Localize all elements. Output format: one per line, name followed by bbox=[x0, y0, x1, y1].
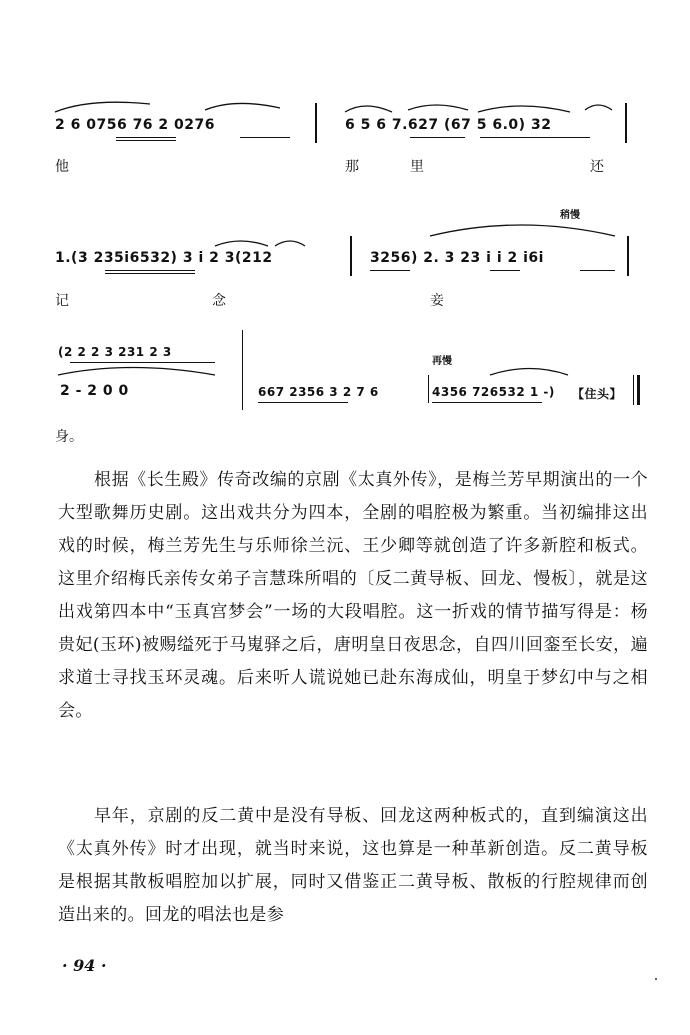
tempo-mark: 再慢 bbox=[432, 356, 452, 367]
final-barline bbox=[637, 375, 640, 405]
beam-line bbox=[258, 402, 348, 403]
score-line-3-notes-lower: 2 - 2 0 0 bbox=[60, 383, 129, 399]
final-barline bbox=[633, 375, 634, 405]
barline bbox=[625, 103, 627, 143]
barline bbox=[350, 236, 352, 276]
beam-line bbox=[116, 140, 176, 141]
lyric: 身。 bbox=[55, 429, 83, 445]
barline bbox=[242, 330, 243, 410]
score-line-3-notes-b: 667 2356 3 2 7 6 bbox=[258, 385, 379, 399]
score-line-1-notes-a: 2 6 0756 76 2 0276 bbox=[55, 117, 216, 133]
score-line-2-notes-a: 1.(3 235i6532) 3 i 2 3(212 bbox=[55, 250, 273, 266]
beam-line bbox=[580, 270, 615, 271]
page-number: · 94 · bbox=[62, 956, 107, 975]
beam-line bbox=[240, 137, 290, 138]
tempo-mark: 稍慢 bbox=[560, 210, 580, 221]
barline bbox=[428, 375, 429, 403]
beam-line bbox=[116, 137, 176, 138]
score-line-2-notes-b: 3256) 2. 3 23 i i 2 i6i bbox=[370, 250, 544, 266]
lyric: 里 bbox=[410, 159, 424, 175]
score-line-3-notes-upper: (2 2 2 3 231 2 3 bbox=[58, 345, 172, 359]
beam-line bbox=[480, 137, 590, 138]
beam-line bbox=[410, 137, 465, 138]
beam-line bbox=[370, 270, 410, 271]
lyric: 他 bbox=[55, 159, 69, 175]
scan-speck bbox=[655, 978, 657, 980]
beam-line bbox=[70, 362, 215, 363]
beam-line bbox=[490, 270, 520, 271]
lyric: 妾 bbox=[430, 293, 444, 309]
ending-marker: 【住头】 bbox=[572, 387, 623, 401]
lyric: 那 bbox=[345, 159, 359, 175]
lyric: 念 bbox=[212, 293, 226, 309]
body-paragraph: 早年，京剧的反二黄中是没有导板、回龙这两种板式的，直到编演这出《太真外传》时才出现，就当时来说，这也算是一种革新创造。反二黄导板是根据其散板唱腔加以扩展，同时又借鉴正二黄导板、散板的行腔规律而创造出来的。回龙的唱法也是参 bbox=[58, 806, 648, 925]
score-line-1-notes-b: 6 5 6 7.627 (67 5 6.0) 32 bbox=[345, 117, 552, 133]
score-line-3-notes-c: 4356 726532 1 -) bbox=[432, 385, 555, 399]
lyric: 还 bbox=[590, 159, 604, 175]
beam-line bbox=[105, 273, 195, 274]
barline bbox=[627, 236, 629, 276]
lyric: 记 bbox=[55, 293, 69, 309]
beam-line bbox=[105, 270, 195, 271]
body-paragraph: 根据《长生殿》传奇改编的京剧《太真外传》，是梅兰芳早期演出的一个大型歌舞历史剧。这出戏共分为四本，全剧的唱腔极为繁重。当初编排这出戏的时候，梅兰芳先生与乐师徐兰沅、王少卿等就创造了许多新腔和板式。这里介绍梅氏亲传女弟子言慧珠所唱的〔反二黄导板、回龙、慢板〕，就是这出戏第四本中“玉真宫梦会”一场的大段唱腔。这一折戏的情节描写得是：杨贵妃(玉环)被赐缢死于马嵬驿之后，唐明皇日夜思念，自四川回銮至长安，遍求道士寻找玉环灵魂。后来听人谎说她已赴东海成仙，明皇于梦幻中与之相会。 bbox=[58, 470, 648, 721]
beam-line bbox=[432, 402, 542, 403]
barline bbox=[315, 103, 317, 143]
